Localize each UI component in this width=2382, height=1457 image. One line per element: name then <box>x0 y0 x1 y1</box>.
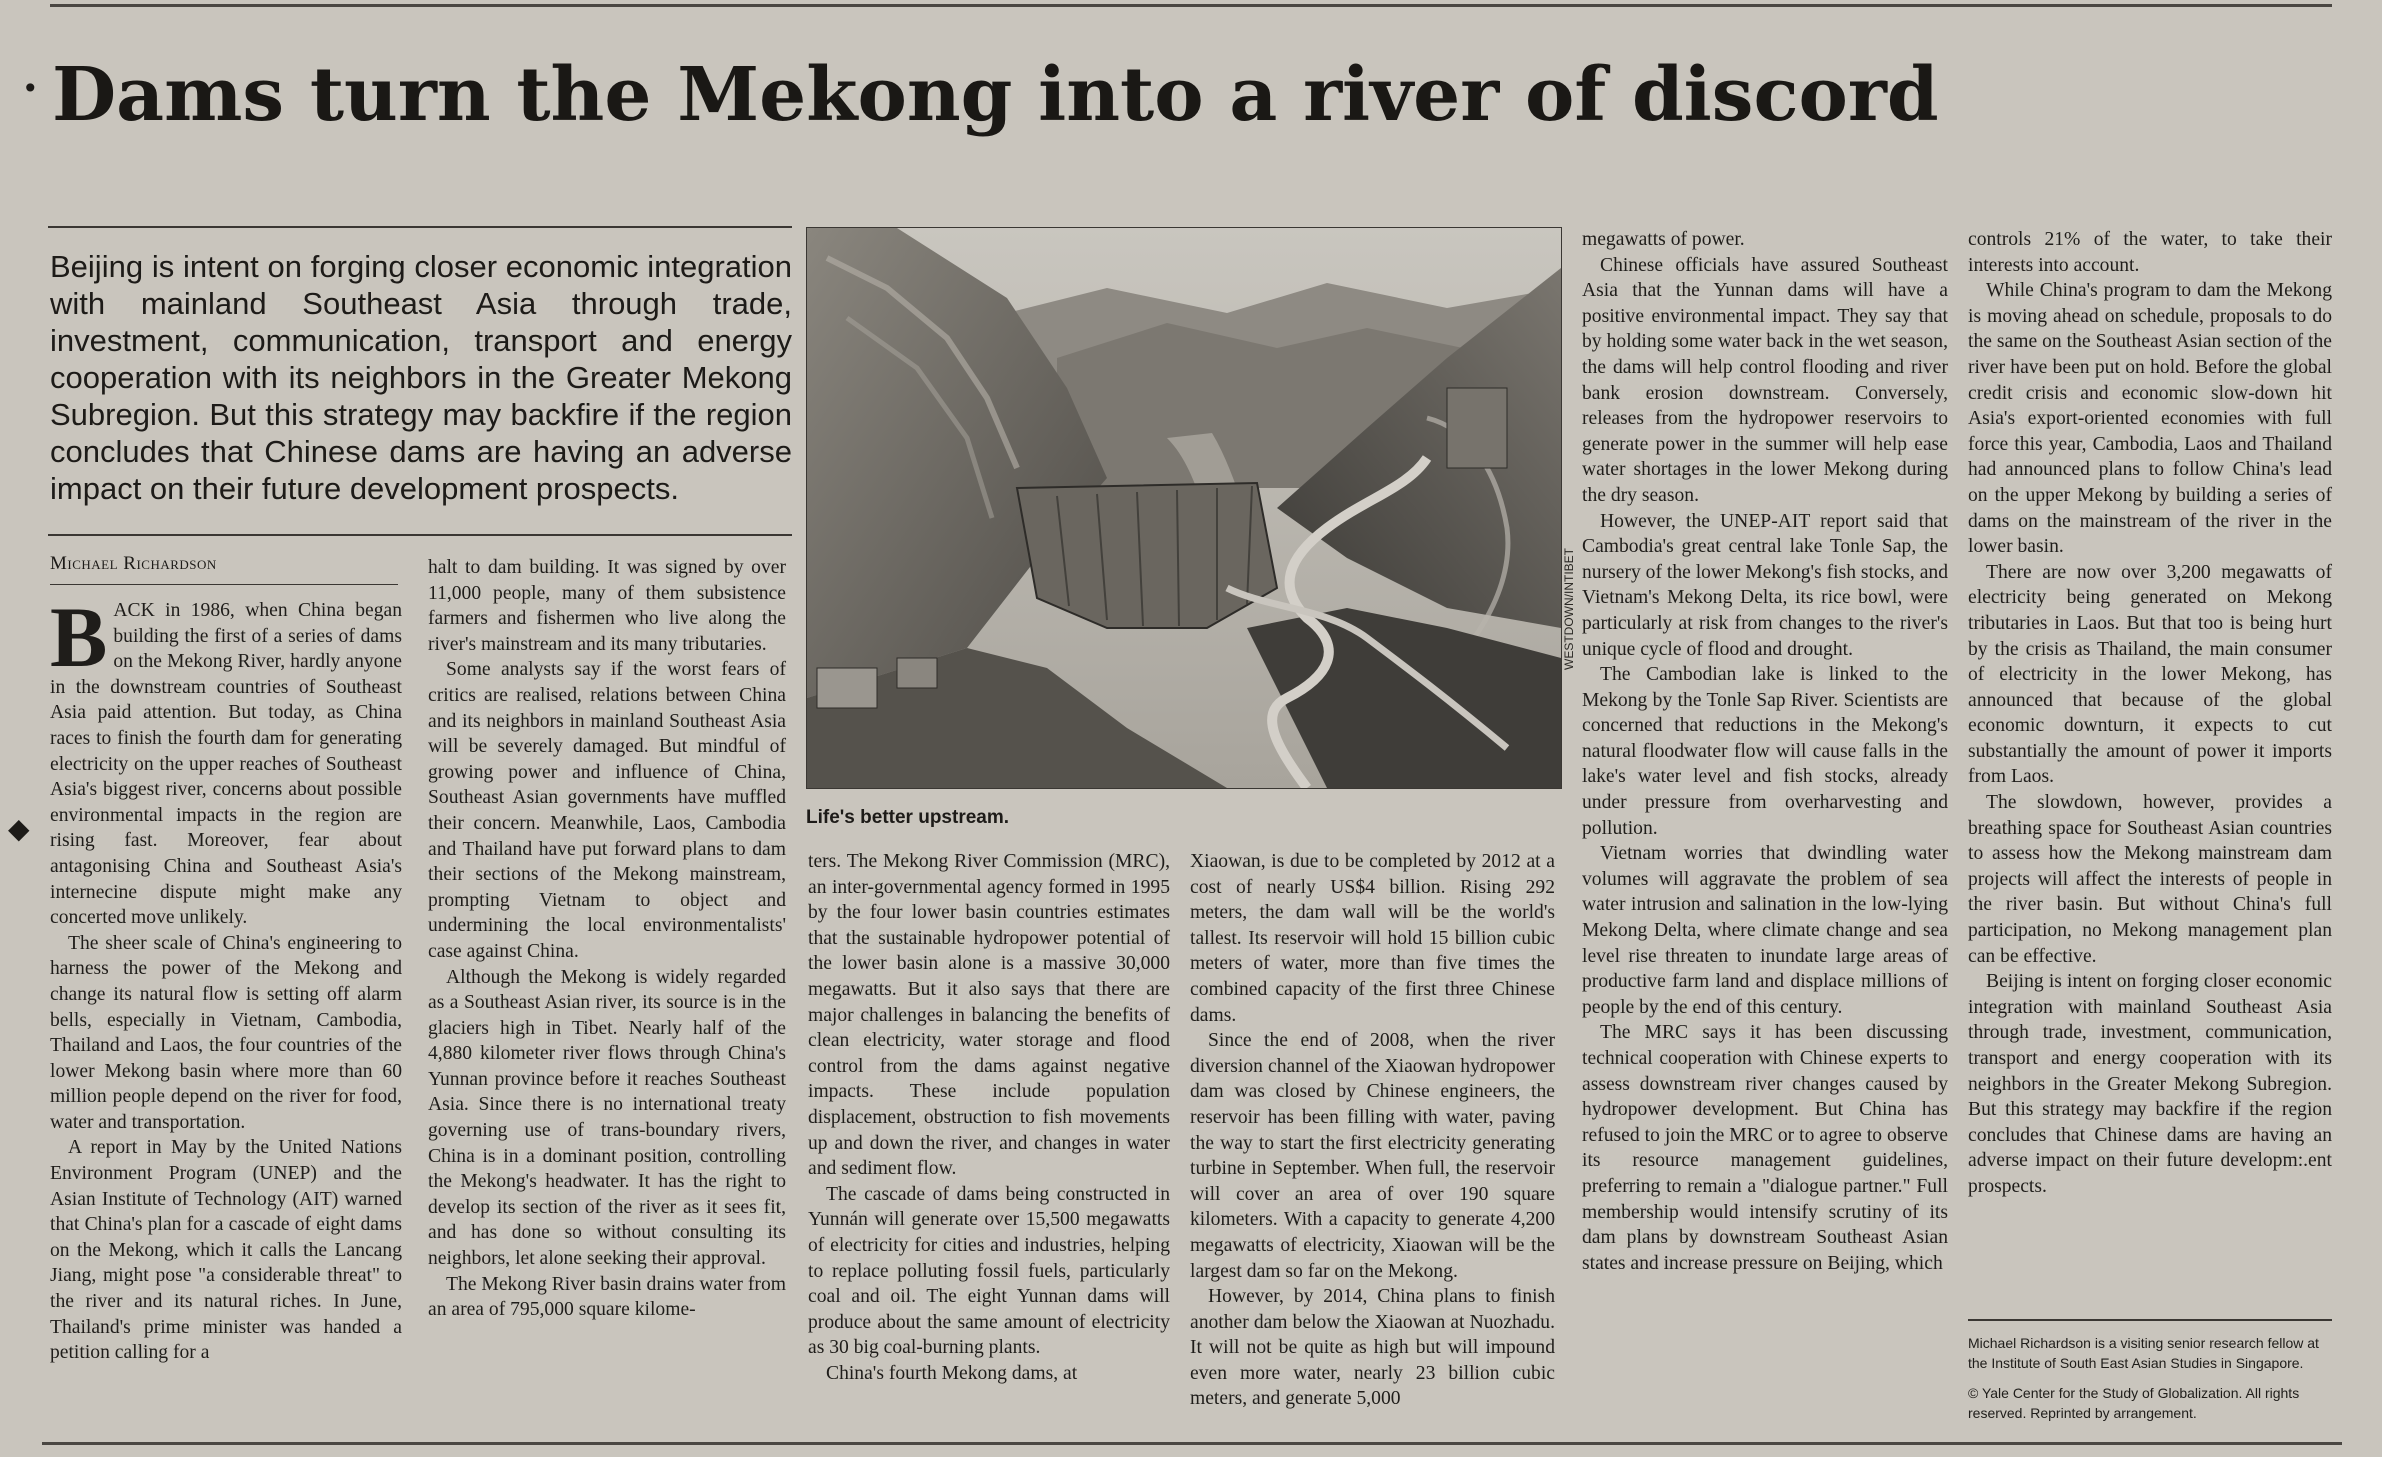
paragraph: However, the UNEP-AIT report said that Cambodia's great central lake Tonle Sap, the nursery of the lower Mekong's fish stocks, and Vietnam's Mekong Delta, its rice bowl, were particularly at risk from changes to the river's unique cycle of flood and drought. <box>1582 510 1948 660</box>
bullet-mark: • <box>22 72 39 105</box>
paragraph: Vietnam worries that dwindling water volumes will aggravate the problem of sea water intrusion and salination in the low-lying Mekong Delta, where climate change and sea level rise threaten to inundate large areas of productive farm land and displace millions of people by the end of this century. <box>1582 843 1948 1018</box>
paragraph: Beijing is intent on forging closer economic integration with mainland Southeast Asia through trade, investment, communication, transport and energy cooperation with its neighbors in the Greater Mekong Subregion. But this strategy may backfire if the region concludes that Chinese dams are having an adverse impact on their future developm:.ent prospects. <box>1968 971 2332 1197</box>
paragraph: China's fourth Mekong dams, at <box>826 1362 1078 1384</box>
headline: Dams turn the Mekong into a river of discord <box>52 52 1939 138</box>
copyright-text: © Yale Center for the Study of Globalization. All rights reserved. Reprinted by arrangement. <box>1968 1385 2300 1421</box>
paragraph: Chinese officials have assured Southeast Asia that the Yunnan dams will have a positive environmental impact. They say that by holding some water back in the wet season, the dams will help control flooding and river bank erosion downstream. Conversely, releases from the hydropower reservoirs to generate power in the summer will help ease water shortages in the lower Mekong during the dry season. <box>1582 254 1948 506</box>
dam-photo <box>806 227 1562 789</box>
paragraph: Although the Mekong is widely regarded as a Southeast Asian river, its source is in the glaciers high in Tibet. Nearly half of the 4,880 kilometer river flows through China's Yunnan province before it reaches Southeast Asia. Since there is no international treaty governing use of trans-boundary rivers, China is in a dominant position, controlling the Mekong's headwater. It has the right to develop its section of the river as it sees fit, and has done so without consulting its neighbors, let alone seeking their approval. <box>428 966 786 1270</box>
dam-illustration <box>807 228 1561 788</box>
paragraph: A report in May by the United Nations Environment Program (UNEP) and the Asian Institute of Technology (AIT) warned that China's plan for a cascade of eight dams on the Mekong, which it calls the Lancang Jiang, might pose "a considerable threat" to the river and its natural riches. In June, Thailand's prime minister was handed a petition calling for a <box>50 1137 402 1364</box>
paragraph: While China's program to dam the Mekong is moving ahead on schedule, proposals to do the same on the Southeast Asian section of the river have been put on hold. Before the global credit crisis and economic slow-down hit Asia's export-oriented economies with full force this year, Cambodia, Laos and Thailand had announced plans to follow China's lead on the upper Mekong by building a series of dams on the mainstream of the river in the lower basin. <box>1968 280 2332 558</box>
paragraph: The cascade of dams being constructed in Yunnán will generate over 15,500 megawatts of electricity for cities and industries, helping to replace polluting fossil fuels, particularly coal and oil. The eight Yunnan dams will produce about the same amount of electricity as 30 big coal-burning plants. <box>808 1183 1170 1359</box>
photo-credit: WESTDOWN/INTIBET <box>1562 548 1576 670</box>
paragraph: megawatts of power. <box>1582 229 1745 250</box>
dek-top-rule <box>48 226 792 228</box>
article-column-5 <box>1582 227 1948 1276</box>
bottom-rule <box>42 1442 2342 1445</box>
top-rule <box>50 4 2332 7</box>
photo-caption: Life's better upstream. <box>806 807 1010 828</box>
paragraph: halt to dam building. It was signed by over 11,000 people, many of them subsistence farmers and fishermen who live along the river's mainstream and its many tributaries. <box>428 557 786 655</box>
paragraph: The sheer scale of China's engineering to harness the power of the Mekong and change its natural flow is setting off alarm bells, especially in Vietnam, Cambodia, Thailand and Laos, the four countries of the lower Mekong basin where more than 60 million people depend on the river for food, water and transportation. <box>50 932 402 1133</box>
paragraph: controls 21% of the water, to take their interests into account. <box>1968 229 2332 276</box>
paragraph: However, by 2014, China plans to finish another dam below the Xiaowan at Nuozhadu. It will not be quite as high but will impound even more water, nearly 23 billion cubic meters, and generate 5,000 <box>1190 1286 1555 1410</box>
registration-mark: ◆ <box>8 812 30 845</box>
article-column-4 <box>1190 849 1555 1412</box>
article-column-2 <box>428 555 786 1323</box>
article-column-6 <box>1968 227 2332 1200</box>
article-column-1 <box>50 589 402 1366</box>
article-column-3 <box>808 849 1170 1386</box>
bio-rule <box>1968 1319 2332 1321</box>
paragraph: ters. The Mekong River Commission (MRC), an inter-governmental agency formed in 1995 by the four lower basin countries estimates that the sustainable hydropower potential of the lower basin alone is a massive 30,000 megawatts. But it also says that there are major challenges in balancing the benefits of clean electricity, water storage and flood control from the dams against negative impacts. These include population displacement, obstruction to fish movements up and down the river, and changes in water and sediment flow. <box>808 851 1170 1180</box>
paragraph: The MRC says it has been discussing technical cooperation with Chinese experts to assess downstream river changes caused by hydropower development. But China has refused to join the MRC or to agree to observe its resource management guidelines, preferring to remain a "dialogue partner." Full membership would intensify scrutiny of its dam plans by downstream Southeast Asian states and increase pressure on Beijing, which <box>1582 1022 1948 1274</box>
paragraph-1: BACK in 1986, when China began building the first of a series of dams on the Mekong River, hardly anyone in the downstream countries of Southeast Asia paid attention. But today, as China races to finish the fourth dam for generating electricity on the upper reaches of Southeast Asia's biggest river, concerns about possible environmental impacts in the region are rising fast. Moreover, fear about antagonising China and Southeast Asia's internecine dispute might make any concerted move unlikely. <box>50 589 402 929</box>
paragraph: Xiaowan, is due to be completed by 2012 at a cost of nearly US$4 billion. Rising 292 meters, the dam wall will be the world's tallest. Its reservoir will hold 15 billion cubic meters of water, more than five times the combined capacity of the first three Chinese dams. <box>1190 851 1555 1026</box>
dek-summary: Beijing is intent on forging closer economic integration with mainland Southeast Asia through trade, investment, communication, transport and energy cooperation with its neighbors in the Greater Mekong Subregion. But this strategy may backfire if the region concludes that Chinese dams are having an adverse impact on their future development prospects. <box>50 249 792 506</box>
paragraph: There are now over 3,200 megawatts of electricity being generated on Mekong tributaries in Laos. But that too is being hurt by the crisis as Thailand, the main consumer of electricity in the lower Mekong, has announced that because of the global economic downturn, it expects to cut substantially the amount of power it imports from Laos. <box>1968 561 2332 788</box>
paragraph: Since the end of 2008, when the river diversion channel of the Xiaowan hydropower dam was closed by Chinese engineers, the reservoir has been filling with water, paving the way to start the first electricity generating turbine in September. When full, the reservoir will cover an area of over 190 square kilometers. With a capacity to generate 4,200 megawatts of electricity, Xiaowan will be the largest dam so far on the Mekong. <box>1190 1030 1555 1282</box>
drop-cap: B <box>50 589 108 685</box>
byline: Michael Richardson <box>50 553 217 574</box>
author-bio <box>1968 1333 2332 1433</box>
bio-text: Michael Richardson is a visiting senior research fellow at the Institute of South East Asian Studies in Singapore. <box>1968 1335 2319 1371</box>
dek-bottom-rule <box>48 534 792 536</box>
paragraph: The slowdown, however, provides a breathing space for Southeast Asian countries to assess how the Mekong mainstream dam projects will affect the interests of people in the river basin. But without China's full participation, no Mekong management plan can be effective. <box>1968 792 2332 967</box>
paragraph: The Mekong River basin drains water from an area of 795,000 square kilome- <box>428 1273 786 1321</box>
byline-rule <box>50 584 398 585</box>
paragraph: The Cambodian lake is linked to the Mekong by the Tonle Sap River. Scientists are concerned that reductions in the Mekong's natural floodwater flow will cause falls in the lake's water level and fish stocks, already under pressure from overharvesting and pollution. <box>1582 664 1948 839</box>
paragraph: Some analysts say if the worst fears of critics are realised, relations between China and its neighbors in mainland Southeast Asia will be severely damaged. But mindful of growing power and influence of China, Southeast Asian governments have muffled their concern. Meanwhile, Laos, Cambodia and Thailand have put forward plans to dam their sections of the Mekong mainstream, prompting Vietnam to object and undermining the local environmentalists' case against China. <box>428 659 786 962</box>
